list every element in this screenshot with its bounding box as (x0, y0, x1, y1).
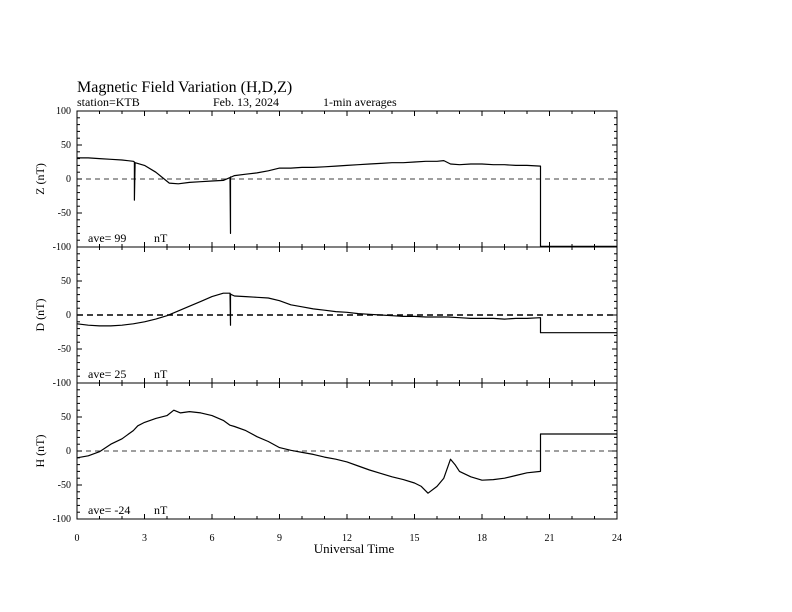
series-line-d (77, 293, 617, 333)
panels-layer (33, 106, 622, 544)
y-tick-label: 100 (56, 106, 71, 117)
y-tick-label: -50 (57, 208, 71, 219)
series-line-h (77, 410, 617, 493)
average-label-d: ave= 25 (88, 367, 127, 381)
x-tick-label: 0 (74, 533, 80, 544)
chart-title: Magnetic Field Variation (H,D,Z) (77, 79, 293, 96)
y-tick-label: 50 (61, 276, 71, 287)
x-axis-label: Universal Time (313, 541, 395, 556)
y-tick-label: 0 (66, 310, 71, 321)
y-axis-label-z: Z (nT) (33, 163, 47, 195)
x-tick-label: 6 (209, 533, 215, 544)
average-label-z: ave= 99 (88, 231, 127, 245)
x-tick-label: 3 (142, 533, 147, 544)
y-tick-label: 50 (61, 412, 71, 423)
y-tick-label: -100 (52, 242, 71, 253)
x-tick-label: 9 (277, 533, 282, 544)
y-tick-label: 0 (66, 446, 71, 457)
averaging-label: 1-min averages (323, 95, 397, 109)
average-label-h: ave= -24 (88, 503, 131, 517)
y-tick-label: -50 (57, 480, 71, 491)
y-axis-label-h: H (nT) (33, 434, 47, 468)
y-axis-label-d: D (nT) (33, 298, 47, 332)
panel-d (77, 247, 617, 383)
x-tick-label: 12 (342, 533, 352, 544)
average-unit-d: nT (154, 367, 168, 381)
y-tick-label: -50 (57, 344, 71, 355)
average-unit-z: nT (154, 231, 168, 245)
y-tick-label: 0 (66, 174, 71, 185)
y-tick-label: -100 (52, 514, 71, 525)
panel-h (77, 383, 617, 519)
date-label: Feb. 13, 2024 (213, 95, 279, 109)
x-tick-label: 18 (477, 533, 487, 544)
y-tick-label: 50 (61, 140, 71, 151)
x-tick-label: 21 (544, 533, 555, 544)
x-tick-label: 15 (409, 533, 420, 544)
station-label: station=KTB (77, 95, 140, 109)
panel-z (77, 111, 617, 247)
average-unit-h: nT (154, 503, 168, 517)
x-tick-label: 24 (612, 533, 622, 544)
y-tick-label: -100 (52, 378, 71, 389)
